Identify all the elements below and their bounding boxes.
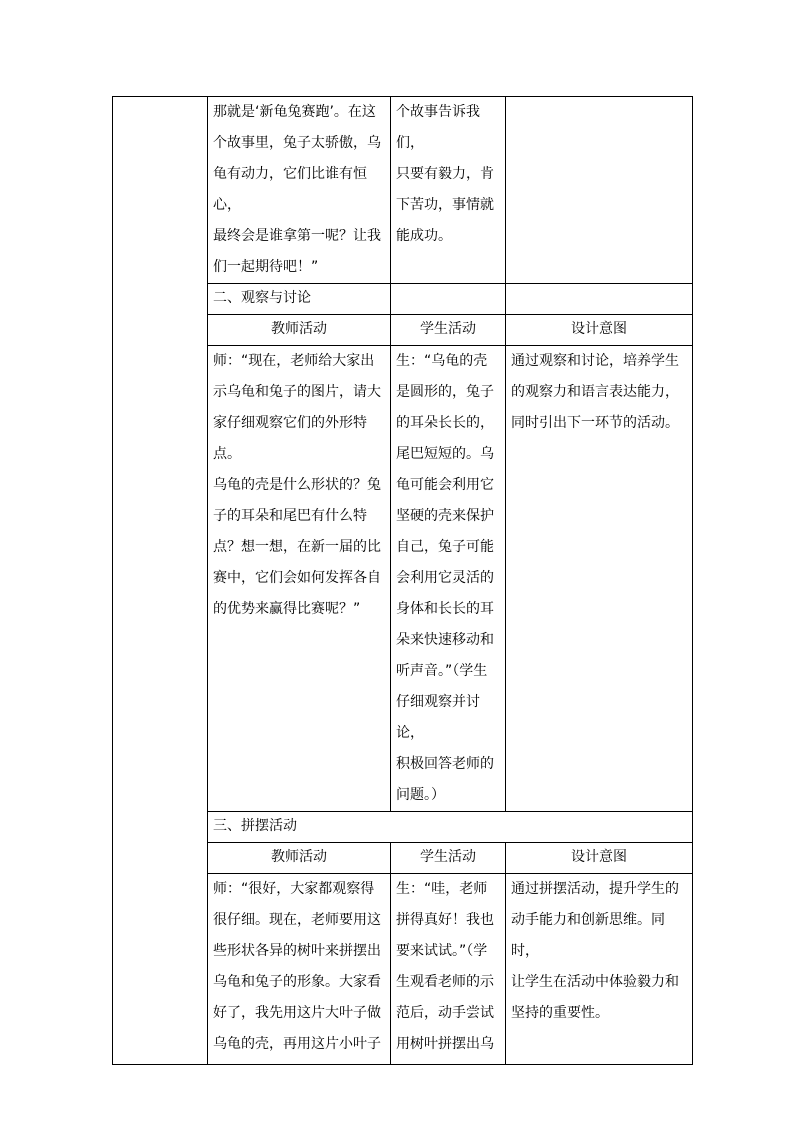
student-activity-cell	[391, 346, 506, 812]
design-intent-text: 通过观察和讨论，培养学生 的观察力和语言表达能力， 同时引出下一环节的活动。	[511, 353, 679, 431]
table-row	[113, 97, 693, 284]
teacher-activity-cell	[208, 346, 391, 812]
teacher-activity-cell	[208, 97, 391, 284]
header-cell	[391, 843, 506, 874]
header-cell	[506, 843, 693, 874]
section-title: 二、观察与讨论	[213, 290, 311, 306]
header-student-activity: 学生活动	[420, 849, 476, 865]
teacher-activity-cell	[208, 874, 391, 1065]
header-cell	[208, 315, 391, 346]
header-design-intent: 设计意图	[571, 849, 627, 865]
design-intent-cell	[506, 97, 693, 284]
student-activity-cell	[391, 874, 506, 1065]
empty-cell	[391, 284, 506, 315]
design-intent-cell	[506, 874, 693, 1065]
design-intent-cell	[506, 346, 693, 812]
lesson-plan-table	[112, 96, 693, 1065]
empty-cell	[506, 284, 693, 315]
student-activity-text: 生：“哇，老师 拼得真好！我也 要来试试。”（学 生观看老师的示 范后，动手尝试 用树叶拼摆出乌	[396, 881, 494, 1052]
section-title: 三、拼摆活动	[213, 818, 297, 834]
header-design-intent: 设计意图	[571, 321, 627, 337]
header-student-activity: 学生活动	[420, 321, 476, 337]
section-title-cell	[208, 812, 693, 843]
student-activity-cell	[391, 97, 506, 284]
section-title-cell	[208, 284, 391, 315]
stage-column-cell	[113, 97, 208, 1065]
teacher-activity-text: 师：“现在，老师给大家出 示乌龟和兔子的图片，请大 家仔细观察它们的外形特点。 乌龟的壳是什么形状的？兔 子的耳朵和尾巴有什么特 点？想一想，在新一届的比 赛中，它们会如何发挥各自 的优势来赢得比赛呢？”	[213, 353, 381, 617]
header-cell	[506, 315, 693, 346]
teacher-activity-text: 师：“很好，大家都观察得 很仔细。现在，老师要用这 些形状各异的树叶来拼摆出 乌龟和兔子的形象。大家看 好了，我先用这片大叶子做 乌龟的壳，再用这片小叶子	[213, 881, 381, 1052]
header-teacher-activity: 教师活动	[271, 849, 327, 865]
header-cell	[208, 843, 391, 874]
header-cell	[391, 315, 506, 346]
design-intent-text: 通过拼摆活动，提升学生的 动手能力和创新思维。同时， 让学生在活动中体验毅力和 坚持的重要性。	[511, 881, 679, 1021]
teacher-activity-text: 那就是‘新龟兔赛跑’。在这 个故事里，兔子太骄傲，乌 龟有动力，它们比谁有恒心， 最终会是谁拿第一呢？让我 们一起期待吧！”	[213, 104, 381, 275]
student-activity-text: 个故事告诉我们， 只要有毅力，肯 下苦功，事情就 能成功。	[396, 104, 494, 244]
student-activity-text: 生：“乌龟的壳 是圆形的，兔子 的耳朵长长的， 尾巴短短的。乌 龟可能会利用它 坚硬的壳来保护 自己，兔子可能 会利用它灵活的 身体和长长的耳 朵来快速移动和 听声音。”（学生 仔细观察并讨论， 积极回答老师的 问题。）	[396, 353, 494, 803]
header-teacher-activity: 教师活动	[271, 321, 327, 337]
